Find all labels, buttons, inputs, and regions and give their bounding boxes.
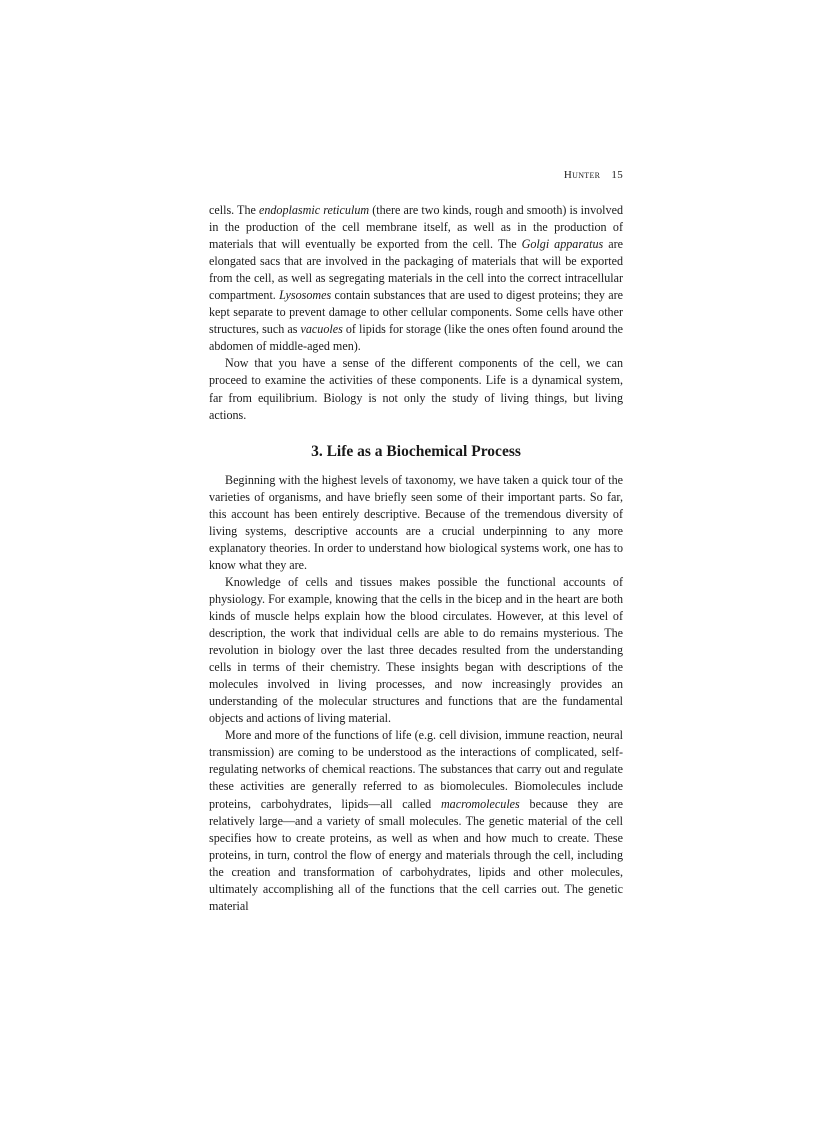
book-page (209, 168, 623, 915)
paragraph-cell-organelles: cells. The endoplasmic reticulum (there are two kinds, rough and smooth) is involved in the production of the cell membrane itself, as well as in the production of materials that will eventually be exported from the cell. The Golgi apparatus are elongated sacs that are involved in the packaging of materials that will be exported from the cell, as well as segregating materials in the cell into the correct intracellular compartment. Lysosomes contain substances that are used to digest proteins; they are kept separate to prevent damage to other cellular components. Some cells have other structures, such as vacuoles of lipids for storage (like the ones often found around the abdomen of middle-aged men). (209, 203, 624, 354)
paragraph-cell-activities: Now that you have a sense of the different components of the cell, we can proceed to examine the activities of these components. Life is a dynamical system, far from equilibrium. Biology is not only the study of living things, but living actions. (209, 356, 623, 422)
paragraph-physiology: Knowledge of cells and tissues makes possible the functional accounts of physiology. For example, knowing that the cells in the bicep and in the heart are both kinds of muscle helps explain how the blood circulates. However, at this level of description, the work that individual cells are able to do remains mysterious. The revolution in biology over the last three decades resulted from the understanding cells in terms of their chemistry. These insights began with descriptions of the molecules involved in living processes, and now increasingly provides an understanding of the molecular structures and functions that are the fundamental objects and actions of living material. (209, 574, 623, 726)
paragraph-taxonomy: Beginning with the highest levels of taxonomy, we have taken a quick tour of the varieties of organisms, and have briefly seen some of their important parts. So far, this account has been entirely descriptive. Because of the tremendous diversity of living systems, descriptive accounts are a crucial underpinning to any more explanatory theories. In order to understand how biological systems work, one has to know what they are. (209, 472, 623, 572)
paragraph-biomolecules: More and more of the functions of life (e.g. cell division, immune reaction, neural transmission) are coming to be understood as the interactions of complicated, self-regulating networks of chemical reactions. The substances that carry out and regulate these activities are generally referred to as biomolecules. Biomolecules include proteins, carbohydrates, lipids—all called macromolecules because they are relatively large—and a variety of small molecules. The genetic material of the cell specifies how to create proteins, as well as when and how much to create. These proteins, in turn, control the flow of energy and materials through the cell, including the creation and transformation of carbohydrates, lipids and other molecules, ultimately accomplishing all of the functions that the cell carries out. The genetic material (209, 728, 623, 913)
page-number: 15 (611, 169, 623, 181)
running-head (209, 168, 623, 182)
running-head-author: Hunter (563, 169, 601, 181)
section-heading: 3. Life as a Biochemical Process (311, 442, 521, 460)
